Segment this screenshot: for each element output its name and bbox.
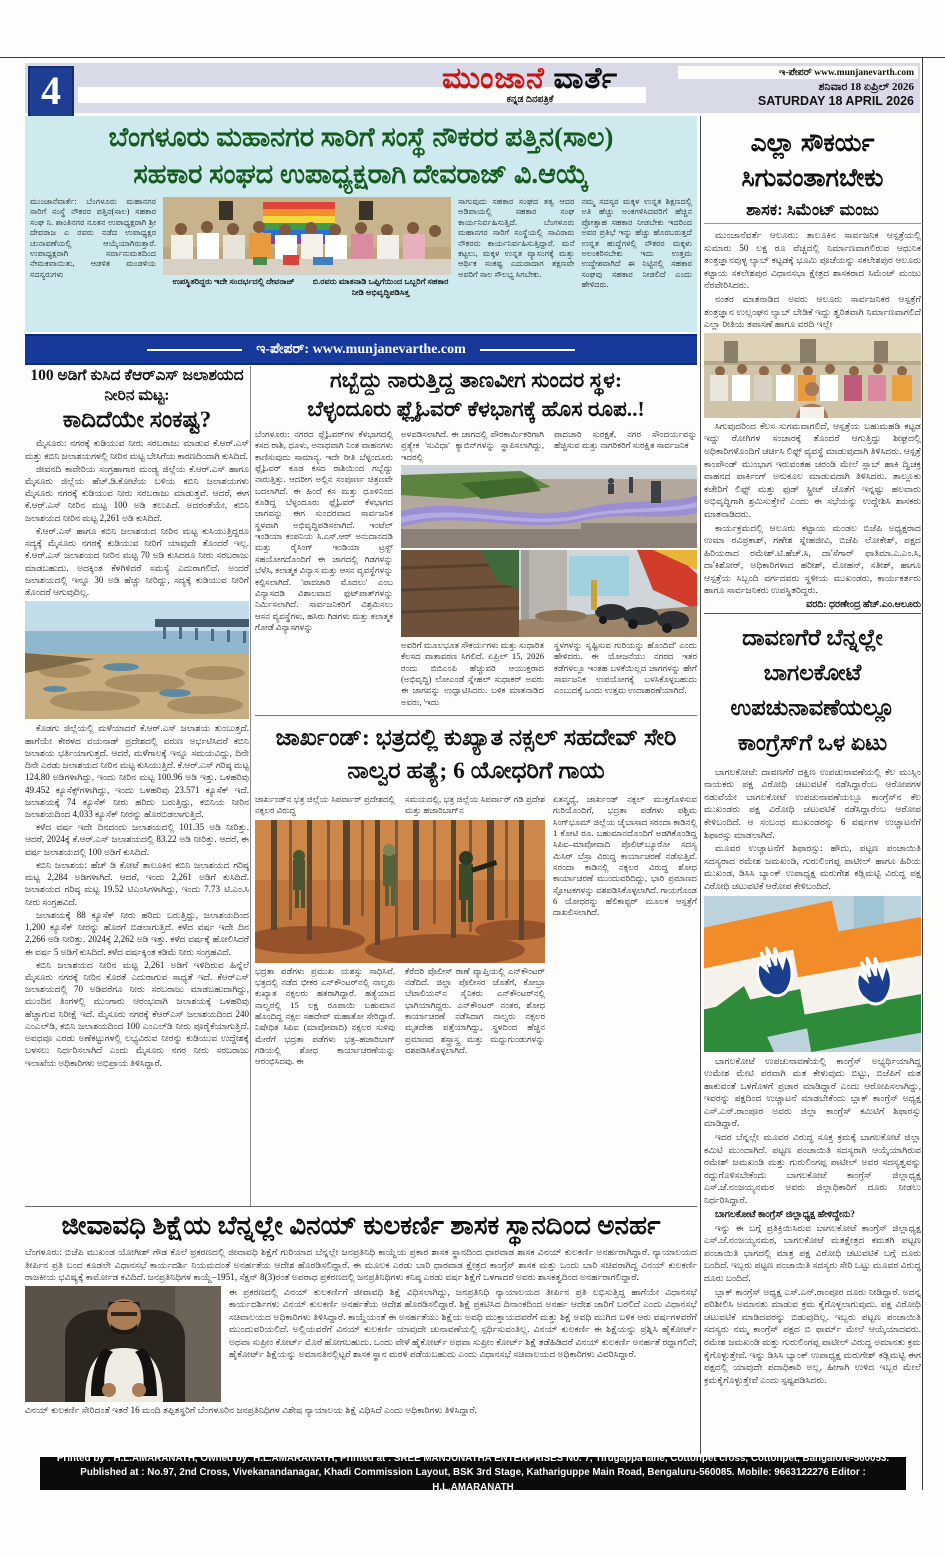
epaper-banner-text[interactable]: ಇ-ಪೇಪರ್: www.munjanevarthe.com	[256, 341, 466, 357]
krs-paragraph: ಮೈಸೂರು: ನಗರಕ್ಕೆ ಕುಡಿಯುವ ನೀರು ಸರಬರಾಜು ಮಾಡುವ ಕೆ.ಆರ್.ಎಸ್ ಮತ್ತು ಕಬಿನಿ ಜಲಾಶಯಗಳಲ್ಲಿ ನೀರಿನ ಮಟ್ಟ ಬೇಸಿಗೆಯ ಕಾರಣದಿಂದಾಗಿ ಕುಸಿದಿದೆ.	[25, 438, 249, 461]
jharkhand-photo-art	[255, 820, 545, 963]
jharkhand-intro-1: ಜಾರ್ಖಂಡ್‌ನ ಭತ್ರ ಜಿಲ್ಲೆಯ ಸಿಪರ್ವಾರ್ ಪ್ರದೇಶದಲ್ಲಿ ನಕ್ಸಲರ ವಿರುದ್ಧ	[255, 793, 395, 816]
manju-paragraph: ನಂತರ ಮಾತನಾಡಿದ ಅವರು ಆಲೂರು ಸಾರ್ವಜನಿಕರ ಆಸ್ಪತ್ರೆಗೆ ತಂತ್ರಜ್ಞಾನ ಉಲ್ಲಂಘನ ಲ್ಯಾಬ್ ಬೇಡಿಕೆ ಇದ್ದು ತ್ವರಿತವಾಗಿ ನಿರ್ಮಾಣವಾಗಲಿದೆ ಎಲ್ಲಾ ರೀತಿಯ ತಪಾಸಣೆ ಹಾಗೂ ವರದಿ ಇಲ್ಲೇ	[704, 293, 921, 330]
krs-paragraph: ಕಳೆದ ವರ್ಷ ಇದೇ ದಿನದಂದು ಜಲಾಶಯದಲ್ಲಿ 101.35 ಅಡಿ ನೀರಿತ್ತು. ಆದರೆ, 2024ಕ್ಕೆ ಕೆ.ಆರ್.ಎಸ್ ಜಲಾಶಯದಲ್ಲಿ 83.22 ಅಡಿ ನೀರಿತ್ತು. ಆದರೆ, ಈ ವರ್ಷ ಜಲಾಶಯದಲ್ಲಿ 100 ಅಡಿಗೆ ಕುಸಿದಿದೆ.	[25, 822, 249, 857]
column-divider-right	[700, 116, 701, 1454]
jharkhand-content-row	[255, 794, 697, 1068]
manju-event-photo	[704, 333, 921, 418]
krs-headline-main: ಕಾದಿದೆಯೇ ಸಂಕಷ್ಟ?	[62, 407, 212, 433]
epaper-url-link[interactable]: ಇ-ಪೇಪರ್ www.munjanevarth.com	[678, 66, 918, 79]
jharkhand-bottom-2: ಕೆರೆದರಿ ಪೊಲೀಸ್ ಠಾಣೆ ವ್ಯಾಪ್ತಿಯಲ್ಲಿ ಎನ್‌ಕೌಂಟರ್ ನಡೆದಿದೆ. ಜಿಲ್ಲಾ ಪೊಲೀಸರ ಜೊತೆಗೆ, ಕೋಬ್ರಾ ಬೆಟಾಲಿಯನ್‌ನ ಸೈನಿಕರು ಎನ್‌ಕೌಂಟರ್‌ನಲ್ಲಿ ಭಾಗಿಯಾಗಿದ್ದರು. ಎನ್‌ಕೌಂಟರ್ ನಂತರ, ಶೋಧ ಕಾರ್ಯಾಚರಣೆ ನಡೆಸಿದಾಗ ನಾಲ್ವರು ನಕ್ಸಲರ ಮೃತದೇಹ ಪತ್ತೆಯಾಗಿದ್ದು, ಸ್ಥಳದಿಂದ ಹೆಚ್ಚಿನ ಪ್ರಮಾಣದ ಶಸ್ತ್ರಾಸ್ತ್ರ ಮತ್ತು ಮದ್ದುಗುಂಡುಗಳನ್ನು ವಶಪಡಿಸಿಕೊಳ್ಳಲಾಗಿದೆ.	[405, 965, 545, 1055]
flyover-top-text-3: ಪಾದಚಾರಿ ಸುರಕ್ಷತೆ, ನಗರ ಸೌಂದರ್ಯವನ್ನು ಹೆಚ್ಚಿಸುವ ಮತ್ತು ನಾಗರಿಕರಿಗೆ ಸುರಕ್ಷಿತ ಸಾರ್ವಜನಿಕ	[554, 429, 697, 451]
krs-photo-art	[25, 601, 249, 719]
bagalkote-paragraph: ಮೂವರ ಉಚ್ಚಾಟನೆಗೆ ಶಿಫಾರಸ್ಸು: ಹೌದು, ಪಟ್ಟಣ ಪಂಚಾಯಿತಿ ಸದಸ್ಯರಾದ ರಮೇಶ ಜಮಖಂಡಿ, ಗುರುಲಿಂಗಪ್ಪ ಪಾಟೀಲ್ ಹಾಗೂ ಹಿರಿಯ ಮುಖಂಡ, ಡಿಸಿಸಿ ಬ್ಯಾಂಕ್ ಉಪಾಧ್ಯಕ್ಷ ಮರುಗೇಶ ಕಡ್ಲಿಮಟ್ಟಿ ವಿರುದ್ಧ ಪಕ್ಷ ವಿರೋಧಿ ಚಟುವಟಿಕೆ ಆರೋಪ ಕೇಳಿಬಂದಿದೆ.	[704, 843, 921, 891]
lead-headline-line1: ಬೆಂಗಳೂರು ಮಹಾನಗರ ಸಾರಿಗೆ ಸಂಸ್ಥೆ ನೌಕರರ ಪತ್ತಿನ(ಸಾಲ)	[108, 122, 614, 152]
lead-photo-art	[163, 197, 451, 275]
right-column	[704, 126, 921, 1454]
column-divider-left	[250, 366, 251, 1206]
congress-flags-photo	[704, 896, 921, 1052]
congress-photo-art	[704, 896, 921, 1052]
header-right-block	[678, 66, 918, 108]
middle-section-divider	[255, 715, 697, 716]
epaper-banner[interactable]	[25, 334, 697, 365]
lead-photo	[163, 197, 451, 275]
lead-column-4: ನಮ್ಮ ಸದಸ್ಯರ ಮಕ್ಕಳ ಉನ್ನತ ಶಿಕ್ಷಣದಲ್ಲಿ ಅತಿ ಹೆಚ್ಚು ಅಂಕಗಳಿಸಿದವರಿಗೆ ಹೆಚ್ಚಿನ ಪ್ರೋತ್ಸಾಹ ಸಹಕಾರ ನೀಡಬೇಕು ಇದರಿಂದ ಅವರ ಪ್ರತಿಭೆ ಇನ್ನು ಹೆಚ್ಚು ಹೊರಬರುತ್ತದೆ ಉನ್ನತ ಹುದ್ದೆಗಳಲ್ಲಿ ನೌಕರರ ಮಕ್ಕಳು ಅಲಂಕರಿಸಬೇಕು ಇದು ಉತ್ತಮ ಉದ್ದೇಶವಾಗಿದೆ ಈ ನಿಟ್ಟಿನಲ್ಲಿ ಸಹಕಾರ ಸಂಘವು ಸಹಕಾರ ನೀಡಲಿದೆ ಎಂದು ಹೇಳಿದರು.	[581, 197, 693, 290]
imprint-line-2: Published at : No.97, 2nd Cross, Vivekanandanagar, Khadi Commission Layout, BSK 3rd Stage, Kathariguppe Main Road, Bengaluru-560085. Mobile: 9663122276 Editor : H.L.AMARANATH	[80, 1467, 866, 1493]
bagalkote-paragraph: ಇದರ ಬೆನ್ನಲ್ಲೇ ಮೂವರ ವಿರುದ್ಧ ಸೂಕ್ತ ಕ್ರಮಕ್ಕೆ ಬಾಗಲಕೋಟೆ ಜಿಲ್ಲಾ ಕಮಿಟಿ ಮುಂದಾಗಿದೆ. ಪಟ್ಟಣ ಪಂಚಾಯಿತಿ ಸದಸ್ಯರಾಗಿ ಆಯ್ಕೆಯಾಗಿರುವ ರಮೇಶ್ ಜಮಖಂಡಿ ಮತ್ತು ಗುರುಲಿಂಗಪ್ಪ ಪಾಟೀಲ್ ಅವರ ಸದಸ್ಯತ್ವವನ್ನು ರದ್ದುಗೊಳಿಸಬೇಕೆಂದು ಬಾಗಲಕೋಟೆ ಕಾಂಗ್ರೆಸ್ ಜಿಲ್ಲಾಧ್ಯಕ್ಷ ಎಸ್.ಜೆ.ನಂಜಯ್ಯನಮಠ ಅವರು ಜಿಲ್ಲಾಧಿಕಾರಿಗೆ ದೂರು ನೀಡಲು ನಿರ್ಧರಿಸಿದ್ದಾರೆ.	[704, 1132, 921, 1206]
bagalkote-paragraph: ಬಾಗಲಕೋಟೆ ಉಪಚುನಾವಣೆಯಲ್ಲಿ ಕಾಂಗ್ರೆಸ್ ಅಭ್ಯರ್ಥಿಯಾಗಿದ್ದ ಉಮೇಶ ಮೇಟಿ ಪರವಾಗಿ ಮತ ಕೇಳುವುದು ಬಿಟ್ಟು, ಬಿಜೆಪಿಗೆ ಮತ ಹಾಕುವಂತೆ ಒಳಗೊಳಗೆ ಪ್ರಚಾರ ಮಾಡಿದ್ದಾರೆ ಎಂದು ಆರೋಪಿಸಲಾಗಿದ್ದು, ಇವರನ್ನು ಪಕ್ಷದಿಂದ ಉಚ್ಚಾಟನೆ ಮಾಡಬೇಕೆಂದು ಬ್ಲಾಕ್ ಕಾಂಗ್ರೆಸ್ ಅಧ್ಯಕ್ಷ ಎಸ್.ಎನ್.ರಾಂಪೂರ ಅವರು ಜಿಲ್ಲಾ ಕಾಂಗ್ರೆಸ್ ಕಮಿಟಿಗೆ ಶಿಫಾರಸ್ಸು ಮಾಡಿದ್ದಾರೆ.	[704, 1055, 921, 1129]
kulkarni-content-row	[25, 1286, 697, 1402]
krs-paragraph: ಕಬಿನಿ ಜಲಾಶಯದ ನೀರಿನ ಮಟ್ಟ 2,261 ಅಡಿಗೆ ಇಳಿದಿರುವ ಹಿನ್ನೆಲೆ ಮೈಸೂರು ನಗರಕ್ಕೆ ನೀರಿನ ಕೊರತೆ ಎದುರಾಗುವ ಸಾಧ್ಯತೆ ಇದೆ. ಕೆಆರ್‌ಎಸ್ ಜಲಾಶಯದಲ್ಲಿ 70 ಅಡಿವರೆಗೂ ನೀರು ಸರಬರಾಜು ಮಾಡಬಹುದಾಗಿದ್ದು, ಮುಂದಿನ ತಿಂಗಳಲ್ಲಿ ಮುಂಗಾರು ಆರಂಭವಾಗಿ ಜಲಾಶಯಕ್ಕೆ ಒಳಹರಿವು ಹೆಚ್ಚಾಗುವ ನಿರೀಕ್ಷೆ ಇದೆ. ಮೈಸೂರು ನಗರಕ್ಕೆ ಕೆಆರ್‌ಎಸ್ ಜಲಾಶಯದಿಂದ 240 ಎಂಎಲ್‌ಡಿ, ಕಬಿನಿ ಜಲಾಶಯದಿಂದ 100 ಎಂಎಲ್‌ಡಿ ನೀರು ಪೂರೈಕೆಯಾಗುತ್ತಿದೆ. ಅವಧವೂ ಎರಡು ಅಣೆಕಟ್ಟುಗಳಲ್ಲಿ ಲಭ್ಯವಿರುವ ನೀರನ್ನು ಕುಡಿಯುವ ಉದ್ದೇಶಕ್ಕೆ ಬಳಸಲು ನಿರ್ಧರಿಸಲಾಗಿದೆ ಎಂದು ಮೈಸೂರು ನಗರ ನೀರು ಸರಬರಾಜು ಇಲಾಖೆಯ ಅಧಿಕಾರಿಗಳು ಅಭಿಪ್ರಾಯ ತಿಳಿಸಿದ್ದಾರೆ.	[25, 959, 249, 1068]
flyover-photo2-art	[401, 550, 697, 637]
flyover-bottom-text-3: ಸ್ಥಳಗಳನ್ನು ಸೃಷ್ಟಿಸುವ ಗುರಿಯನ್ನು ಹೊಂದಿದೆ' ಎಂದು ಹೇಳಿದರು. ಈ ಯೋಜನೆಯು ನಗರದ ಇತರ ಕಡೆಗಳಲ್ಲೂ ಇಂತಹ ಬಳಕೆಯಿಲ್ಲದ ಜಾಗಗಳನ್ನು ಹೇಗೆ ಸಾರ್ವಜನಿಕ ಉಪಯೋಗಕ್ಕೆ ಬಳಸಿಕೊಳ್ಳಬಹುದು ಎಂಬುದಕ್ಕೆ ಒಂದು ಉತ್ತಮ ಉದಾಹರಣೆಯಾಗಿದೆ.	[554, 640, 697, 696]
masthead-tagline: ಕನ್ನಡ ದಿನಪತ್ರಿಕೆ	[506, 95, 554, 105]
kulkarni-article	[25, 1206, 697, 1455]
flyover-photo1-art	[401, 465, 697, 548]
krs-article	[25, 366, 249, 1208]
manju-headline: ಎಲ್ಲಾ ಸೌಕರ್ಯ ಸಿಗುವಂತಾಗಬೇಕು	[741, 130, 884, 192]
manju-subheadline: ಶಾಸಕ: ಸಿಮೆಂಟ್ ಮಂಜು	[704, 200, 921, 224]
kulkarni-paragraph: ವಿನಯ್ ಕುಲಕರ್ಣಿ ಸೇರಿದಂತೆ ಇತರೆ 16 ಮಂದಿ ತಪ್ಪಿತಸ್ಥರಿಗೆ ಬೆಂಗಳೂರಿನ ಜನಪ್ರತಿನಿಧಿಗಳ ವಿಶೇಷ ನ್ಯಾಯಾಲಯ ಶಿಕ್ಷೆ ವಿಧಿಸಿದೆ ಎಂದು ಅಧಿಕಾರಿಗಳು ತಿಳಿಸಿದ್ದಾರೆ.	[25, 1404, 477, 1415]
bagalkote-paragraph: ಇನ್ನು ಈ ಬಗ್ಗೆ ಪ್ರತಿಕ್ರಿಯಿಸಿರುವ ಬಾಗಲಕೋಟೆ ಕಾಂಗ್ರೆಸ್ ಜಿಲ್ಲಾಧ್ಯಕ್ಷ ಎಸ್.ಜೆ.ನಂಜಯ್ಯನಮಠ, ಬಾಗಲಕೋಟೆ ಮತಕ್ಷೇತ್ರದ ಕಮತಗಿ ಪಟ್ಟಣ ಪಂಚಾಯಿತಿ ಭಾಗದಲ್ಲಿ ಮಾತ್ರ ಪಕ್ಷ ವಿರೋಧಿ ಚಟುವಟಿಕೆ ಬಗ್ಗೆ ದೂರು ಬಂದಿದೆ. ಇಬ್ಬರು ಪಟ್ಟಣ ಪಂಚಾಯಿತಿ ಸದಸ್ಯರು ಸೇರಿ ಒಟ್ಟು ಮೂವರ ವಿರುದ್ಧ ದೂರು ಬಂದಿದೆ.	[704, 1222, 921, 1283]
masthead-title-black: ವಾರ್ತೆ	[553, 62, 618, 95]
manju-article	[704, 126, 921, 610]
masthead	[330, 64, 730, 106]
jharkhand-intro-texts	[255, 794, 545, 817]
page-number: 4	[28, 66, 74, 120]
lead-headline	[29, 119, 693, 193]
flyover-photo-walkway	[401, 465, 697, 548]
kulkarni-paragraph: ಈ ಪ್ರಕರಣದಲ್ಲಿ ವಿನಯ್ ಕುಲಕರ್ಣಿಗೆ ಜೀವಾವಧಿ ಶಿಕ್ಷೆ ವಿಧಿಸಲಾಗಿದ್ದು, ಜನಪ್ರತಿನಿಧಿ ನ್ಯಾಯಾಲಯದ ತೀರ್ಪಿನ ಪ್ರತಿ ಲಭಿಸುತ್ತಿದ್ದ ಹಾಗೆಯೇ ವಿಧಾನಸಭೆ ಕಾರ್ಯದರ್ಶಿಗಳು ವಿನಯ್ ಕುಲಕರ್ಣಿ ಅನರ್ಹತೆಯ ಆದೇಶ ಹೊರಡಿಸಲಿದ್ದಾರೆ. ಶಿಕ್ಷೆ ಪ್ರಕಟಿಸಿದ ದಿನಾಂಕದಿಂದ ಅನರ್ಹ ಆದೇಶ ಜಾರಿಗೆ ಬರಲಿದೆ ಎಂದು ವಿಧಾನಸಭೆ ಸಚಿವಾಲಯದ ಅಧಿಕಾರಿಗಳು ತಿಳಿಸಿದ್ದಾರೆ. ಕಾಯ್ದೆಯಂತೆ ಈ ಅನರ್ಹತೆಯು ಶಿಕ್ಷೆಯ ಅವಧಿ ಮುಕ್ತಾಯದವರೆಗೆ ಮತ್ತು ಶಿಕ್ಷೆ ಅವಧಿ ಮುಗಿದ ಬಳಿಕ ಆರು ವರ್ಷಗಳವರೆಗೆ ಮುಂದುವರಿಯಲಿದೆ. ಅಲ್ಲಿಯವರೆಗೆ ವಿನಯ್ ಕುಲಕರ್ಣಿ ಯಾವುದೇ ಚುನಾವಣೆಯಲ್ಲಿ ಸ್ಪರ್ಧಿಸುವಂತಿಲ್ಲ. ವಿನಯ್ ಕುಲಕರ್ಣಿ ಈ ಶಿಕ್ಷೆಯನ್ನು ಪ್ರಶ್ನಿಸಿ ಹೈಕೋರ್ಟ್ ಅಥವಾ ಸುಪ್ರೀಂ ಕೋರ್ಟ್ ಮೊರೆ ಹೋಗಬಹುದು. ಒಂದು ವೇಳೆ ಹೈಕೋರ್ಟ್ ಅಥವಾ ಸುಪ್ರೀಂ ಕೋರ್ಟ್ ಶಿಕ್ಷೆ ತಡೆಹಿಡಿದರೆ ವಿನಯ್ ಕುಲಕರ್ಣಿ ಅನರ್ಹತೆ ರದ್ದಾಗಲಿದೆ; ಹೈಕೋರ್ಟ್ ಶಿಕ್ಷೆಯನ್ನು ಅಮಾನತಿನಲ್ಲಿಟ್ಟರೆ ಶಾಸಕ ಸ್ಥಾನ ಮರಳಿ ಪಡೆಯಬಹುದು ಎಂದು ವಿಧಾನಸಭೆ ಸಚಿವಾಲಯದ ಅಧಿಕಾರಿಗಳು ವಿವರಿಸಿದ್ದಾರೆ.	[229, 1286, 697, 1360]
lead-headline-line2: ಸಹಕಾರ ಸಂಘದ ಉಪಾಧ್ಯಕ್ಷರಾಗಿ ದೇವರಾಜ್ ವಿ.ಆಯ್ಕೆ	[133, 159, 589, 189]
flyover-article	[255, 366, 697, 716]
masthead-title	[330, 64, 730, 94]
right-column-divider	[704, 613, 921, 614]
lead-column-1: ಮುಂಜಾನೆವಾರ್ತೆ: ಬೆಂಗಳೂರು ಮಹಾನಗರ ಸಾರಿಗೆ ಸಂಸ್ಥೆ ನೌಕರರ ಪತ್ತಿನ(ಸಾಲ) ಸಹಕಾರ ಸಂಘ ನಿ. ಶಾಂತಿನಗರ ನೂತನ ಉಪಾಧ್ಯಕ್ಷರಾಗಿ ಶ್ರೀ ದೇವರಾಜ ಎ ರವರು ನಡೆದ ಉಪಾಧ್ಯಕ್ಷರ ಚುನಾವಣೆಯಲ್ಲಿ ಆಯ್ಕೆಯಾಗಿರುತ್ತಾರೆ. ಉಪಾಧ್ಯಕ್ಷರಾಗಿ ಸರ್ವಾನುಮತದಿಂದ ನೇಮಕವಾಯಿತು, ಆಡಳಿತ ಮಂಡಳಿಯ ಸದಸ್ಯರುಗಳು	[30, 197, 157, 279]
manju-paragraph: ಮುಂಜಾನೆವರ್ತೆ ಆಲೂರು: ತಾಲೂಕಿನ ಸಾರ್ವಜನಿಕ ಆಸ್ಪತ್ರೆಯಲ್ಲಿ ಸುಮಾರು 50 ಲಕ್ಷ ರೂ ವೆಚ್ಚದಲ್ಲಿ ನಿರ್ಮಾಣವಾಗಲಿರುವ ಆಧುನಿಕ ತಂತ್ರಜ್ಞಾನವುಳ್ಳ ಲ್ಯಾಬ್ ಕಟ್ಟಡಕ್ಕೆ ಭೂಮಿ ಪೂಜೆಯನ್ನು ಸಕಲೇಶಪುರ ಆಲೂರು ಕಟ್ಟಾಯ ಸಕಲೇಶಪುರ ವಿಧಾನಸಭಾ ಕ್ಷೇತ್ರದ ಶಾಸಕರಾದ ಸಿಮೆಂಟ್ ಮಂಜು ನೆರವೇರಿಸಿದರು.	[704, 230, 921, 291]
krs-paragraph: ಜಲಾಶಯಕ್ಕೆ 88 ಕ್ಯೂಸೆಕ್ ನೀರು ಹರಿದು ಬರುತ್ತಿದ್ದು, ಜಲಾಶಯದಿಂದ 1,200 ಕ್ಯೂಸೆಕ್ ನೀರನ್ನು ಹೊರಗೆ ಬಿಡಲಾಗುತ್ತಿದೆ. ಕಳೆದ ವರ್ಷ ಇದೇ ದಿನ 2,266 ಅಡಿ ನೀರಿತ್ತು. 2024ಕ್ಕೆ 2,262 ಅಡಿ ಇತ್ತು. ಕಳೆದ ವರ್ಷಕ್ಕೆ ಹೋಲಿಸಿದರೆ ಈ ವರ್ಷ 5 ಅಡಿಗೆ ಕುಸಿದಿದೆ. ಕಳೆದ ವರ್ಷಕ್ಕಿಂತ ಕಡಿಮೆ ನೀರು ಸಂಗ್ರಹವಿದೆ.	[25, 909, 249, 957]
bagalkote-headline: ದಾವಣಗೆರೆ ಬೆನ್ನಲ್ಲೇ ಬಾಗಲಕೋಟೆ ಉಪಚುನಾವಣೆಯಲ್ಲೂ ಕಾಂಗ್ರೆಸ್‌ಗೆ ಒಳ ಏಟು	[730, 625, 895, 755]
imprint-line-1: Printed by : H.L.AMARANATH, Owned by: H.L.AMARANATH, Printed at : SREE MANJUNATHA ENTERPRISES No. 7, Tirugappa lane, Cottonpet cross, Cottonpet, Bangalore-560053.	[56, 1453, 890, 1465]
flyover-bottom-texts	[401, 640, 697, 708]
jharkhand-forest-photo	[255, 820, 545, 963]
date-english: SATURDAY 18 APRIL 2026	[757, 94, 914, 108]
krs-reservoir-photo	[25, 601, 249, 719]
flyover-column-1: ಬೆಂಗಳೂರು: ನಗರದ ಫ್ಲೈಓವರ್‌ಗಳ ಕೆಳಭಾಗದಲ್ಲಿ ಕಸದ ರಾಶಿ, ಧೂಳು, ಅನಾಥವಾಗಿ ನಿಂತ ವಾಹನಗಳು ಕಾಣಿಸುವುದು ಸಾಮಾನ್ಯ. ಇದೇ ರೀತಿ ಬೆಳ್ಳಂದೂರು ಫ್ಲೈಓವರ್ ಕೂಡ ಕಸದ ರಾಶಿಯಿಂದ ಗಬ್ಬೆದ್ದು ನಾರುತ್ತಿತ್ತು. ಆದರೀಗ ಅಲ್ಲಿನ ಸಂಪೂರ್ಣ ಚಿತ್ರಣವೇ ಬದಲಾಗಿದೆ. ಈ ಹಿಂದೆ ಕಸ ಮತ್ತು ಧೂಳಿನಿಂದ ಕೂಡಿದ್ದ ಬೆಳ್ಳಂದೂರು ಫ್ಲೈಓವರ್ ಕೆಳಭಾಗದ ಜಾಗವನ್ನು ಈಗ ಸುಂದರವಾದ ಸಾರ್ವಜನಿಕ ಸ್ಥಳವಾಗಿ ಅಭಿವೃದ್ಧಿಪಡಿಸಲಾಗಿದೆ. ಇಂಟೆಲ್ ಇಂಡಿಯಾ ಕಂಪನಿಯ ಸಿ.ಎಸ್.ಆರ್ ಅನುದಾನದಡಿ ಮತ್ತು ರೈಸಿಂಗ್ ಇಂಡಿಯಾ ಟ್ರಸ್ಟ್ ಸಹಯೋಗದೊಂದಿಗೆ ಈ ಜಾಗದಲ್ಲಿ ಗಿಡಗಳನ್ನು ಬೆಳೆಸಿ, ಕಲಾತ್ಮಕ ವಿನ್ಯಾಸ ಮತ್ತು ಆಸನ ವ್ಯವಸ್ಥೆಗಳನ್ನು ಕಲ್ಪಿಸಲಾಗಿದೆ. 'ಪಾದಚಾರಿ ಮೊದಲು' ಎಂಬ ವಿನ್ಯಾಸದಡಿ ವಿಶಾಲವಾದ ಫುಟ್‌ಪಾತ್‌ಗಳನ್ನು ನಿರ್ಮಿಸಲಾಗಿದೆ. ಸಾರ್ವಜನಿಕರಿಗೆ ವಿಶ್ರಮಿಸಲು ಆಸನ ವ್ಯವಸ್ಥೆಗಳು, ಹಸಿರು ಗಿಡಗಳು ಮತ್ತು ಕಲಾತ್ಮಕ ಗೋಡೆ ವಿನ್ಯಾಸಗಳನ್ನು	[255, 429, 393, 632]
lead-article	[25, 116, 697, 332]
lead-content-row	[25, 195, 697, 298]
krs-paragraph: ಜೀವನದಿ ಕಾವೇರಿಯ ಸಂಗ್ರಹಾಗಾರ ಮಂಡ್ಯ ಜಿಲ್ಲೆಯ ಕೆ.ಆರ್.ಎಸ್ ಹಾಗೂ ಮೈಸೂರು ಜಿಲ್ಲೆಯ ಹೆಚ್.ಡಿ.ಕೋಟೆಯ ಬಳಿಯ ಕಬಿನಿ ಜಲಾಶಯಗಳು ಮೈಸೂರು ನಗರಕ್ಕೆ ಕುಡಿಯುವ ನೀರು ಸರಬರಾಜು ಮಾಡುತ್ತವೆ. ಆದರೆ, ಈಗ ಕೆ.ಆರ್.ಎಸ್ ನೀರಿನ ಮಟ್ಟ 100 ಅಡಿ ತಲುಪಿದೆ. ಅದರಂತೆಯೇ, ಕಬಿನಿ ಜಲಾಶಯದ ನೀರಿನ ಮಟ್ಟ 2,261 ಅಡಿ ಕುಸಿದಿದೆ.	[25, 463, 249, 523]
middle-column	[255, 366, 697, 1208]
kulkarni-headline: ಜೀವಾವಧಿ ಶಿಕ್ಷೆಯ ಬೆನ್ನಲ್ಲೇ ವಿನಯ್ ಕುಲಕರ್ಣಿ ಶಾಸಕ ಸ್ಥಾನದಿಂದ ಅನರ್ಹ	[61, 1211, 661, 1240]
krs-paragraph: ಕೆ.ಆರ್.ಎಸ್ ಹಾಗೂ ಕಬಿನಿ ಜಲಾಶಯದ ನೀರಿನ ಮಟ್ಟ ಕುಸಿಯುತ್ತಿದ್ದರೂ ಸದ್ಯಕ್ಕೆ ಮೈಸೂರು ನಗರಕ್ಕೆ ಕುಡಿಯುವ ನೀರಿಗೆ ಯಾವುದೇ ತೊಂದರೆ ಇಲ್ಲ. ಕೆ.ಆರ್.ಎಸ್ ಜಲಾಶಯದ ನೀರಿನ ಮಟ್ಟ 70 ಅಡಿ ಕುಸಿದರೂ ನೀರು ಸರಬರಾಜು ಮಾಡಬಹುದು. ಅದಕ್ಕಿಂತ ಕೆಳಗಿಳಿದರೆ ಸಮಸ್ಯೆ ಎದುರಾಗಲಿದೆ. ಅಂದರೆ ಜಲಾಶಯದಲ್ಲಿ ಇನ್ನೂ 30 ಅಡಿ ಹೆಚ್ಚು ನೀರಿದ್ದು, ಸದ್ಯಕ್ಕೆ ಕುಡಿಯುವ ನೀರಿಗೆ ತೊಂದರೆ ಆಗುವುದಿಲ್ಲ.	[25, 525, 249, 598]
flyover-headline-line1: ಗಬ್ಬೆದ್ದು ನಾರುತ್ತಿದ್ದ ತಾಣವೀಗ ಸುಂದರ ಸ್ಥಳ:	[329, 368, 622, 392]
page-top-rule	[0, 57, 945, 58]
lead-captions	[163, 277, 451, 298]
page-right-rule	[922, 57, 923, 1490]
manju-paragraph: ಕಾರ್ಯಕ್ರಮದಲ್ಲಿ ಆಲೂರು ಕಟ್ಟಾಯ ಮಂಡಲ ಬಿಜೆಪಿ ಅಧ್ಯಕ್ಷರಾದ ಉಮಾ ರವಿಪ್ರಕಾಶ್, ಗಣೇಶ ಸ್ನೇಹಜೀವಿ, ಬಿಜೆಪಿ ಲೋಕೇಶ್, ಪಕ್ಷದ ಹಿರಿಯರಾದ ರಮೇಶ್.ಟಿ.ಹೆಚ್.ಸಿ, ದಾ'ಸೆಗಾರ್ ಫಾತಿಮಾ.ಎ.ಎಂ.ಸಿ, ದಾ'ಕಿಶೋರ್, ಅಧಿಕಾರಿಗಳಾದ ಹರೀಶ್, ಮೋಹನ್, ಸತೀಶ್, ಹಾಗೂ ಆಸ್ಪತ್ರೆಯ ಸಿಬ್ಬಂದಿ ವರ್ಗದವರು ಸ್ಥಳೀಯ ಮುಖಂಡರು, ಕಾರ್ಯಕರ್ತರು ಹಾಗೂ ಸಾರ್ವಜನಿಕರು ಉಪಸ್ಥಿತರಿದ್ದರು.	[704, 522, 921, 596]
flyover-photo-before	[401, 550, 697, 637]
flyover-headline	[255, 366, 697, 424]
flyover-content-row	[255, 429, 697, 708]
bagalkote-subhead: ಬಾಗಲಕೋಟೆ ಕಾಂಗ್ರೆಸ್ ಜಿಲ್ಲಾಧ್ಯಕ್ಷ ಹೇಳಿದ್ದೇನು?	[715, 1209, 855, 1220]
krs-paragraph: ಕೊಡಗು ಜಿಲ್ಲೆಯಲ್ಲಿ ಮಳೆಯಾದರೆ ಕೆ.ಆರ್.ಎಸ್ ಜಲಾಶಯ ತುಂಬುತ್ತದೆ. ಹಾಗೆಯೇ ಕೇರಳದ ವಯನಾಡ್ ಪ್ರದೇಶದಲ್ಲಿ ವರುಣ ಅರ್ಭಟಿಸಿದರೆ ಕಬಿನಿ ಜಲಾಶಯ ಭರ್ತಿಯಾಗುತ್ತದೆ. ಆದರೆ, ಮಳೆಗಾಲಕ್ಕೆ ಇನ್ನೂ ಸಮಯವಿದ್ದು, ದಿನೇ ದಿನೇ ಎರಡು ಜಲಾಶಯದ ನೀರಿನ ಮಟ್ಟ ಕುಸಿಯುತ್ತಿದೆ. ಕೆ.ಆರ್.ಎಸ್ ಗರಿಷ್ಠ ಮಟ್ಟ 124.80 ಅಡಿಗಳಾಗಿದ್ದು, ಇಂದು ನೀರಿನ ಮಟ್ಟ 100.96 ಅಡಿ ಇತ್ತು. ಒಳಹರಿವು 49.452 ಕ್ಯೂಸೆಕ್ಸ್‌ಗಳಾಗಿದ್ದು, ಇಂದು ಒಳಹರಿವು 23.571 ಕ್ಯೂಸೆಕ್ ಇದೆ. ಜಲಾಶಯಕ್ಕೆ 74 ಕ್ಯೂಸೆಕ್ ನೀರು ಹರಿದು ಬರುತ್ತಿದ್ದು, ಕಬಿನಿಯ ನೀರಿನ ಜಲಾಶಯದಿಂದ 4,033 ಕ್ಯೂಸೆಕ್ ನೀರನ್ನು ಹೊರಬಿಡಲಾಗುತ್ತಿದೆ.	[25, 723, 249, 819]
flyover-top-texts	[401, 429, 697, 463]
kulkarni-photo-art	[25, 1286, 221, 1402]
bagalkote-article	[704, 621, 921, 1386]
lead-caption-2: ಬಿ.ರವರು ಮಾತನಾಡಿ ಒಪ್ಪಿಗೆಯಿಂದ ಒಬ್ಬರಿಗೆ ಸಹಕಾರ ನೀಡಿ ಅಭಿವೃದ್ಧಿಪಡಿಸಿತ್ತ	[312, 277, 449, 297]
masthead-title-red: ಮುಂಜಾನೆ	[442, 62, 545, 95]
manju-byline: ವರದಿ: ಧರಣೇಂದ್ರ ಹೆಚ್.ಎಂ.ಆಲೂರು	[806, 600, 921, 611]
jharkhand-left-block	[255, 794, 545, 1068]
lead-photo-block	[163, 197, 451, 298]
flyover-top-text-2: ಅಳವಡಿಸಲಾಗಿದೆ. ಈ ಜಾಗದಲ್ಲಿ ಪೌರಕಾರ್ಮಿಕರಿಗಾಗಿ ಪ್ರತ್ಯೇಕ 'ಸುವಿಧಾ' ಕ್ಯಾಬಿನ್‌ಗಳನ್ನು ಸ್ಥಾಪಿಸಲಾಗಿದ್ದು, ಇದರಲ್ಲಿ	[401, 429, 544, 462]
jharkhand-bottom-1: ಭದ್ರತಾ ಪಡೆಗಳು ಪ್ರಮುಖ ಯಶಸ್ಸು ಸಾಧಿಸಿವೆ. ಭತ್ರದಲ್ಲಿ ನಡೆದ ಭೀಕರ ಎನ್‌ಕೌಂಟರ್‌ನಲ್ಲಿ ನಾಲ್ವರು ಕುಖ್ಯಾತ ನಕ್ಸಲರು ಹತರಾಗಿದ್ದಾರೆ. ಹತ್ಯೆಯಾದ ನಾಲ್ವರಲ್ಲಿ 15 ಲಕ್ಷ ರೂಪಾಯಿ ಬಹುಮಾನ ಹೊಂದಿದ್ದ ನಕ್ಸಲ ಸಹದೇವ್ ಮಹಾತೋ ಸೇರಿದ್ದಾರೆ. ನಿಷೇಧಿತ ಸಿಪಿಐ (ಮಾವೋವಾದಿ) ನಕ್ಸಲರ ಸುಳಿವು ಮೇರೆಗೆ ಭದ್ರತಾ ಪಡೆಗಳು ಭತ್ರ–ಹಜಾರಿಬಾಗ್ ಗಡಿಯಲ್ಲಿ ಶೋಧ ಕಾರ್ಯಾಚರಣೆಯನ್ನು ಆರಂಭಿಸಿದವು. ಈ	[255, 965, 395, 1067]
imprint-footer	[40, 1453, 906, 1493]
flyover-right-block	[401, 429, 697, 708]
bagalkote-paragraph: ಬಾಗಲಕೋಟೆ: ದಾವಣಗೆರೆ ದಕ್ಷಿಣ ಉಪಚುನಾವಣೆಯಲ್ಲಿ ಕೆಲ ಮುಸ್ಲಿಂ ನಾಯಕರು ಪಕ್ಷ ವಿರೋಧಿ ಚಟುವಟಿಕೆ ನಡೆಸಿದ್ದಾರೆಂಬ ಆರೋಪಗಳ ನಡುವೆಯೇ ಬಾಗಲಕೋಟೆ ಉಪಚುನಾವಣೆಯಲ್ಲೂ ಕಾಂಗ್ರೆಸ್‌ನ ಕೆಲ ಮುಖಂಡರು ಪಕ್ಷ ವಿರೋಧಿ ಚಟುವಟಿಕೆ ನಡೆಸಿದ್ದಾರೆಂಬ ಆರೋಪ ಕೇಳಿಬಂದಿದೆ. ಆ ಸಂಬಂಧ ಮುಖಂಡರನ್ನು 6 ವರ್ಷಗಳ ಉಚ್ಚಾಟನೆಗೆ ಶಿಫಾರಸ್ಸು ಮಾಡಲಾಗಿದೆ.	[704, 766, 921, 840]
banner-dash-right	[480, 349, 575, 351]
jharkhand-article	[255, 722, 697, 1068]
jharkhand-intro-2: ಸಮಯದಲ್ಲಿ, ಭತ್ರ ಜಿಲ್ಲೆಯ ಸಿಪರ್ವಾರ್ ಗಡಿ ಪ್ರದೇಶ ಮತ್ತು ಹಜಾರಿಬಾಗ್‌ನ	[405, 793, 545, 816]
lead-column-3: ಸಾಗುವುದು ಸಹಕಾರ ಸಂಘದ ತತ್ವ ಆದರ ಅಡಿಪಾಯಲ್ಲಿ ಸಹಕಾರ ಸಂಘ ಕಾರ್ಯನಿರ್ವಹಿಸುತ್ತಿದೆ. ಬೆಂಗಳೂರು ಮಹಾನಗರ ಸಾರಿಗೆ ಸಂಸ್ಥೆಯಲ್ಲಿ ಸಾವಿರಾರು ನೌಕರರು ಕಾರ್ಯನಿರ್ವಹಿಸುತ್ತಿದ್ದಾರೆ. ಮನೆ ಕಟ್ಟಲು, ಮಕ್ಕಳ ಉನ್ನತ ವ್ಯಾಸಂಗಕ್ಕೆ ಮತ್ತು ಆರ್ಥಿಕ ಸಂಕಷ್ಟ ಎದುರಾದಾಗ ತಕ್ಷಣವೇ ಅವರಿಗೆ ಸಾಲ ಸೌಲಭ್ಯ ಸಿಗಬೇಕು.	[458, 197, 575, 279]
bagalkote-paragraph: ಬ್ಲಾಕ್ ಕಾಂಗ್ರೆಸ್ ಅಧ್ಯಕ್ಷ ಎಸ್.ಎನ್.ರಾಂಪೂರ ದೂರು ನೀಡಿದ್ದಾರೆ. ಅದನ್ನ ಪರಿಶೀಲಿಸಿ ಅಮಾನತು ಮಾಡುವ ಕ್ರಮ ಕೈಗೊಳ್ಳಲಾಗುವುದು. ಪಕ್ಷ ವಿರೋಧಿ ಚಟುವಟಿಕೆ ಮಾಡಿದವರನ್ನು ಬಿಡುವುದಿಲ್ಲ. ಇಬ್ಬರು ಪಟ್ಟಣ ಪಂಚಾಯಿತಿ ಸದಸ್ಯರು ನಮ್ಮ ಕಾಂಗ್ರೆಸ್ ಪಕ್ಷದ ಬಿ ಫಾರ್ಮ್ ಮೇಲೆ ಆಯ್ಕೆಯಾದವರು. ರಮೇಶ ಜಮಖಂಡಿ ಮತ್ತು ಗುರುಲಿಂಗಪ್ಪ ಪಾಟೀಲ್ ವಿರುದ್ಧ ಅಮಾನತು ಕ್ರಮ ಕೈಗೊಳ್ಳುತ್ತೇವೆ. ಇನ್ನು ಡಿಸಿಸಿ ಬ್ಯಾಂಕ್ ಉಪಾಧ್ಯಕ್ಷ ಮರುಗೇಶ್ ಕಡ್ಲಿಮಟ್ಟಿ ಈಗ ಪಕ್ಷದಲ್ಲಿ ಯಾವುದೇ ಪದಾಧಿಕಾರಿ ಅಲ್ಲ, ಹೀಗಾಗಿ ಉಳಿದ ಇಬ್ಬರ ಮೇಲೆ ಕ್ರಮಕೈಗೊಳ್ಳುತ್ತೇವೆ ಎಂದು ಸ್ಪಷ್ಟಪಡಿಸಿದರು.	[704, 1286, 921, 1385]
jharkhand-column-3: ಏತನ್ಮಧ್ಯೆ, ಜಾರ್ಖಂಡ್ ನಕ್ಸಲ್ ಮುಕ್ತಗೊಳಿಸುವ ಗುರಿಯೊಂದಿಗೆ, ಭದ್ರತಾ ಪಡೆಗಳು ಪಶ್ಚಿಮ ಸಿಂಗ್‌ಭೂಮ್ ಜಿಲ್ಲೆಯ ಚೈಬಾಸಾದ ಸರಂದಾ ಕಾಡಿನಲ್ಲಿ 1 ಕೋಟಿ ರೂ. ಬಹುಮಾನದೊಂದಿಗೆ ಅಡಗಿಕೊಂಡಿದ್ದ ಸಿಪಿಐ–ಮಾವೋವಾದಿ ಪೊಲಿಟ್‌ಬ್ಯೂರೋ ಸದಸ್ಯ ಮಿಸಿರ್ ಬೆಸ್ರಾ ವಿರುದ್ಧ ಕಾರ್ಯಾಚರಣೆ ನಡೆಸುತ್ತಿವೆ. ಸರಂದಾ ಕಾಡಿನಲ್ಲಿ ನಕ್ಸಲರ ವಿರುದ್ಧ ಶೋಧ ಕಾರ್ಯಾಚರಣೆ ಮುಂದುವರಿದಿದ್ದು, ಭಾರಿ ಪ್ರಮಾಣದ ಸ್ಫೋಟಕಗಳನ್ನು ವಶಪಡಿಸಿಕೊಳ್ಳಲಾಗಿದೆ. ಗಾಯಗೊಂಡ 6 ಯೋಧರನ್ನು ಹೆಲಿಕಾಪ್ಟರ್ ಮೂಲಕ ಆಸ್ಪತ್ರೆಗೆ ದಾಖಲಿಸಲಾಗಿದೆ.	[553, 793, 697, 918]
jharkhand-bottom-texts	[255, 966, 545, 1068]
flyover-bottom-text-2: ಅವರಿಗೆ ಮೂಲಭೂತ ಸೌಕರ್ಯಗಳು ಮತ್ತು ಸುಧಾರಿತ ಕೆಲಸದ ವಾತಾವರಣ ಸಿಗಲಿದೆ. ಏಪ್ರಿಲ್ 15, 2026 ರಂದು ಬಿಬಿಎಂಪಿ ಹೆಚ್ಚುವರಿ ಆಯುಕ್ತರಾದ (ಅಭಿವೃದ್ಧಿ) ಲೋಎಂಡೆ ಸ್ನೇಹಲ್ ಸುಧಾಕರ್ ಅವರು ಈ ಜಾಗವನ್ನು ಉದ್ಘಾಟಿಸಿದರು. ಬಳಿಕ ಮಾತನಾಡಿದ ಅವರು, 'ಇದು	[401, 640, 544, 707]
date-kannada: ಶನಿವಾರ 18 ಏಪ್ರಿಲ್ 2026	[818, 81, 914, 93]
jharkhand-headline: ಜಾರ್ಖಂಡ್: ಭತ್ರದಲ್ಲಿ ಕುಖ್ಯಾತ ನಕ್ಸಲ್ ಸಹದೇವ್ ಸೇರಿ ನಾಲ್ವರ ಹತ್ಯೆ; 6 ಯೋಧರಿಗೆ ಗಾಯ	[275, 725, 677, 785]
banner-dash-left	[147, 349, 242, 351]
kulkarni-paragraph: ಬೆಂಗಳೂರು: ಬಿಜೆಪಿ ಮುಖಂಡ ಯೋಗೀಶ್ ಗೌಡ ಕೊಲೆ ಪ್ರಕರಣದಲ್ಲಿ ಜೀವಾವಧಿ ಶಿಕ್ಷೆಗೆ ಗುರಿಯಾದ ಬೆನ್ನಲ್ಲೇ ಜನಪ್ರತಿನಿಧಿ ಕಾಯ್ದೆಯ ಪ್ರಕಾರ ಶಾಸಕ ಸ್ಥಾನದಿಂದ ಧಾರವಾಡ ಶಾಸಕ ವಿನಯ್ ಕುಲಕರ್ಣಿ ಅನರ್ಹರಾಗಿದ್ದಾರೆ. ನ್ಯಾಯಾಲಯದ ತೀರ್ಪಿನ ಪ್ರತಿ ಬಂದ ಕೂಡಲೇ ವಿಧಾನಸಭೆ ಕಾರ್ಯದರ್ಶಿ ನಿಯಮದಂತೆ ಅನರ್ಹತೆಯ ಆದೇಶ ಹೊರಡಿಸಲಿದ್ದಾರೆ. ಈ ಮೂಲಕ ಎರಡು ಬಾರಿ ಧಾರವಾಡ ಕ್ಷೇತ್ರದ ಕಾಂಗ್ರೆಸ್ ಶಾಸಕ ಮತ್ತು ಒಂದು ಬಾರಿ ಸಚಿವರಾಗಿದ್ದ ವಿನಯ್ ಕುಲಕರ್ಣಿ ರಾಜಕೀಯ ಭವಿಷ್ಯಕ್ಕೆ ಕಾರ್ಮೋಡ ಕವಿದಿದೆ. ಜನಪ್ರತಿನಿಧಿಗಳ ಕಾಯ್ದೆ–1951, ಸೆಕ್ಷನ್ 8(3)ರಂತೆ ಅಪರಾಧ ಪ್ರಕರಣದಲ್ಲಿ ಜನಪ್ರತಿನಿಧಿಗಳು ಕನಿಷ್ಠ ಎರಡು ವರ್ಷ ಶಿಕ್ಷೆಗೆ ಒಳಗಾದರೆ ಅವರು ಶಾಸಕತ್ವದಿಂದ ಅನರ್ಹರಾಗಲಿದ್ದಾರೆ.	[25, 1247, 697, 1283]
lead-caption-1: ಉಪಸ್ಥಿತರಿದ್ದರು ಇದೇ ಸಂದರ್ಭದಲ್ಲಿ ದೇವರಾಜ್	[172, 277, 295, 286]
manju-photo-art	[704, 333, 921, 418]
manju-paragraph: ಸಿಗುವುದರಿಂದ ಕೆಲಸ ಸುಗಮವಾಗಲಿದೆ, ಆಸ್ಪತ್ರೆಯ ಬಹುಮಹಡಿ ಕಟ್ಟಡ ಇದ್ದು ರೋಗಿಗಳ ಸಂಚಾರಕ್ಕೆ ತೊಂದರೆ ಆಗುತ್ತಿದ್ದು ಶೀಘ್ರದಲ್ಲಿ ಅಧಿಕಾರಿಗಳೊಂದಿಗೆ ಚರ್ಚಿಸಿ ಲಿಫ್ಟ್ ವ್ಯವಸ್ಥೆ ಮಾಡುವುದಾಗಿ ತಿಳಿಸಿದರು. ಆಸ್ಪತ್ರೆ ಕಾಂಪೌಂಡ್ ಮುಂಭಾಗ ಇರುವಂತಹ ಚರಂಡಿ ಮೇಲೆ ಸ್ಲಾಬ್ ಹಾಕಿ ದ್ವಿಚಕ್ರ ವಾಹನದ ಪಾರ್ಕಿಂಗ್ ಅನುಕೂಲ ಮಾಡುವದಾಗಿ ತಿಳಿಸಿದರು. ತಾಲ್ಲೂಕು ಕಚೇರಿಗೆ ಲಿಫ್ಟ್ ಮತ್ತು ಫುಡ್ ಸ್ಟ್ರೀಟ್ ಜೊತೆಗೆ ಇನ್ನಷ್ಟು ಹಲವಾರು ಅಭಿವೃದ್ಧಿಗಾಗಿ ಶ್ರಮಿಸುತ್ತೇನೆ ಎಂದು ಈ ಸಭೆಯನ್ನು ಉದ್ದೇಶಿಸಿ ಶಾಸಕರು ಮಾತನಾಡಿದರು.	[704, 420, 921, 519]
flyover-headline-line2: ಬೆಳ್ಳಂದೂರು ಫ್ಲೈಓವರ್ ಕೆಳಭಾಗಕ್ಕೆ ಹೊಸ ರೂಪ..!	[307, 397, 645, 422]
krs-headline-top: 100 ಅಡಿಗೆ ಕುಸಿದ ಕೆಆರ್‌ಎಸ್ ಜಲಾಶಯದ ನೀರಿನ ಮಟ್ಟ:	[30, 367, 244, 405]
kulkarni-photo	[25, 1286, 221, 1402]
krs-paragraph: ಕಬಿನಿ ಜಲಾಶಯ: ಹೆಚ್ ಡಿ ಕೋಟೆ ತಾಲೂಕಿನ ಕಬಿನಿ ಜಲಾಶಯದ ಗರಿಷ್ಠ ಮಟ್ಟ 2,284 ಅಡಿಗಳಾಗಿದೆ. ಆದರೆ, ಇಂದು 2,261 ಅಡಿಗೆ ಕುಸಿದಿದೆ. ಜಲಾಶಯದ ಗರಿಷ್ಠ ಮಟ್ಟ 19.52 ಟಿಎಂಸಿಗಳಾಗಿದ್ದು, ಇಂದು 7.73 ಟಿ.ಎಂ.ಸಿ ನೀರು ಸಂಗ್ರಹವಿದೆ.	[25, 859, 249, 907]
